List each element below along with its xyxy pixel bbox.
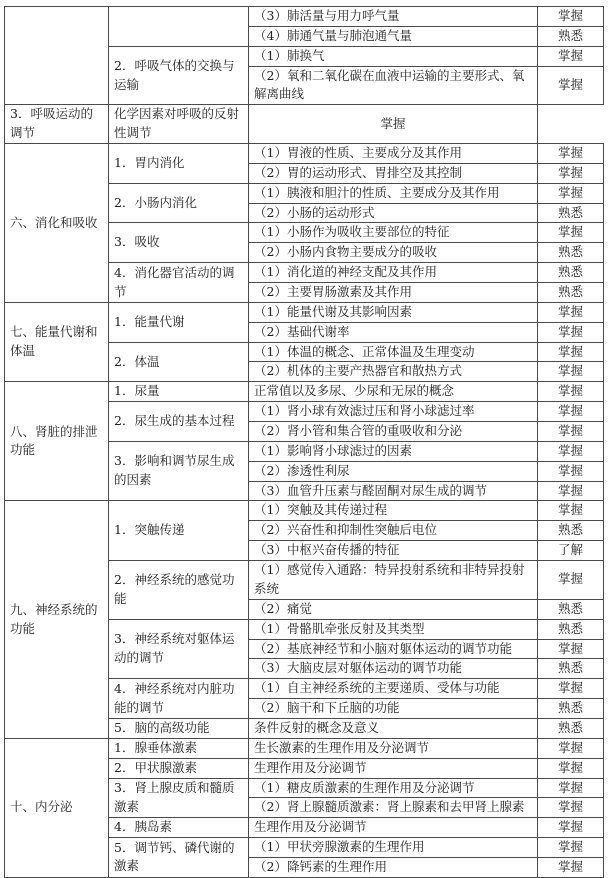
point-cell: （1）自主神经系统的主要递质、受体与功能 [249, 679, 538, 699]
level-cell: 掌握 [538, 163, 604, 183]
point-cell: 生长激素的生理作用及分泌调节 [249, 738, 538, 758]
unit-cell: 九、神经系统的功能 [5, 501, 109, 738]
level-cell: 掌握 [538, 481, 604, 501]
point-cell: （3）中枢兴奋传播的特征 [249, 541, 538, 561]
unit-cell: 七、能量代谢和体温 [5, 302, 109, 381]
point-cell: （1）肾小球有效滤过压和肾小球滤过率 [249, 402, 538, 422]
topic-cell: 4．胰岛素 [109, 818, 249, 838]
point-cell: 生理作用及分泌调节 [249, 758, 538, 778]
level-cell: 掌握 [538, 738, 604, 758]
point-cell: （2）胃的运动形式、胃排空及其控制 [249, 163, 538, 183]
point-cell: （2）基础代谢率 [249, 322, 538, 342]
level-cell: 掌握 [538, 818, 604, 838]
point-cell: （1）甲状旁腺激素的生理作用 [249, 838, 538, 858]
point-cell: （2）兴奋性和抑制性突触后电位 [249, 521, 538, 541]
topic-cell: 1．突触传递 [109, 501, 249, 561]
level-cell: 掌握 [538, 778, 604, 798]
level-cell: 了解 [538, 541, 604, 561]
point-cell: （2）降钙素的生理作用 [249, 857, 538, 877]
topic-cell: 1．胃内消化 [109, 144, 249, 184]
point-cell: （3）血管升压素与醛固酮对尿生成的调节 [249, 481, 538, 501]
table-row [5, 382, 604, 402]
level-cell: 掌握 [538, 66, 604, 105]
table-row [5, 144, 604, 164]
level-cell: 熟悉 [538, 659, 604, 679]
level-cell: 熟悉 [538, 283, 604, 303]
level-cell: 掌握 [538, 561, 604, 600]
point-cell: （4）肺通气量与肺泡通气量 [249, 26, 538, 46]
topic-cell: 1．尿量 [109, 382, 249, 402]
point-cell: （1）能量代谢及其影响因素 [249, 302, 538, 322]
unit-cell: 六、消化和吸收 [5, 144, 109, 303]
topic-cell: 2．尿生成的基本过程 [109, 402, 249, 442]
level-cell: 掌握 [538, 679, 604, 699]
point-cell: （3）肺活量与用力呼气量 [249, 7, 538, 27]
point-cell: （1）胃液的性质、主要成分及其作用 [249, 144, 538, 164]
level-cell: 掌握 [538, 46, 604, 66]
point-cell: （1）影响肾小球滤过的因素 [249, 441, 538, 461]
topic-cell: 3．神经系统对躯体运动的调节 [109, 619, 249, 679]
topic-cell: 3．肾上腺皮质和髓质激素 [109, 778, 249, 818]
point-cell: （2）主要胃肠激素及其作用 [249, 283, 538, 303]
level-cell: 掌握 [538, 302, 604, 322]
point-cell: 生理作用及分泌调节 [249, 818, 538, 838]
level-cell: 掌握 [538, 183, 604, 203]
level-cell: 掌握 [538, 144, 604, 164]
level-cell: 掌握 [538, 422, 604, 442]
point-cell: （2）机体的主要产热器官和散热方式 [249, 362, 538, 382]
level-cell: 熟悉 [538, 699, 604, 719]
table-row [5, 7, 604, 27]
topic-cell: 2．甲状腺激素 [109, 758, 249, 778]
table-row [5, 302, 604, 322]
topic-cell: 1．腺垂体激素 [109, 738, 249, 758]
topic-cell: 5．脑的高级功能 [109, 718, 249, 738]
point-cell: （2）脑干和下丘脑的功能 [249, 699, 538, 719]
topic-cell: 2．呼吸气体的交换与运输 [109, 46, 249, 105]
point-cell: （2）痛觉 [249, 599, 538, 619]
topic-cell: 3．吸收 [109, 223, 249, 263]
topic-cell: 2．神经系统的感觉功能 [109, 561, 249, 620]
point-cell: （2）基底神经节和小脑对躯体运动的调节功能 [249, 639, 538, 659]
level-cell: 熟悉 [538, 619, 604, 639]
topic-cell: 1．能量代谢 [109, 302, 249, 342]
topic-cell: 5．调节钙、磷代谢的激素 [109, 838, 249, 878]
level-cell: 掌握 [538, 501, 604, 521]
point-cell: （1）体温的概念、正常体温及生理变动 [249, 342, 538, 362]
syllabus-table [4, 6, 604, 878]
point-cell: 化学因素对呼吸的反射性调节 [109, 105, 249, 144]
level-cell: 掌握 [538, 342, 604, 362]
topic-cell: 3．影响和调节尿生成的因素 [109, 441, 249, 501]
level-cell: 掌握 [538, 362, 604, 382]
unit-cell: 十、内分泌 [5, 738, 109, 877]
level-cell: 熟悉 [538, 599, 604, 619]
unit-cell: 八、肾脏的排泄功能 [5, 382, 109, 501]
level-cell: 熟悉 [538, 718, 604, 738]
level-cell: 掌握 [538, 639, 604, 659]
level-cell: 掌握 [538, 402, 604, 422]
point-cell: 正常值以及多尿、少尿和无尿的概念 [249, 382, 538, 402]
point-cell: （2）小肠内食物主要成分的吸收 [249, 243, 538, 263]
level-cell: 掌握 [538, 441, 604, 461]
point-cell: （1）突触及其传递过程 [249, 501, 538, 521]
level-cell: 掌握 [538, 461, 604, 481]
topic-cell: 4．消化器官活动的调节 [109, 263, 249, 303]
table-row [5, 105, 604, 144]
table-row [5, 501, 604, 521]
topic-cell: 2．小肠内消化 [109, 183, 249, 223]
level-cell: 熟悉 [538, 203, 604, 223]
level-cell: 掌握 [538, 758, 604, 778]
point-cell: （1）消化道的神经支配及其作用 [249, 263, 538, 283]
level-cell: 掌握 [538, 382, 604, 402]
point-cell: （1）糖皮质激素的生理作用及分泌调节 [249, 778, 538, 798]
point-cell: （2）肾小管和集合管的重吸收和分泌 [249, 422, 538, 442]
level-cell: 熟悉 [538, 243, 604, 263]
point-cell: （3）大脑皮层对躯体运动的调节功能 [249, 659, 538, 679]
level-cell: 熟悉 [538, 26, 604, 46]
table-row [5, 738, 604, 758]
level-cell: 掌握 [538, 7, 604, 27]
point-cell: （1）肺换气 [249, 46, 538, 66]
topic-cell: 3．呼吸运动的调节 [5, 105, 109, 144]
level-cell: 掌握 [538, 322, 604, 342]
point-cell: （2）肾上腺髓质激素：肾上腺素和去甲肾上腺素 [249, 798, 538, 818]
point-cell: （1）感觉传入通路：特异投射系统和非特异投射系统 [249, 561, 538, 600]
point-cell: （1）骨骼肌牵张反射及其类型 [249, 619, 538, 639]
topic-cell [109, 7, 249, 47]
level-cell: 掌握 [538, 857, 604, 877]
level-cell: 掌握 [538, 223, 604, 243]
level-cell: 熟悉 [538, 521, 604, 541]
point-cell: （2）氧和二氧化碳在血液中运输的主要形式、氧解离曲线 [249, 66, 538, 105]
level-cell: 掌握 [538, 838, 604, 858]
level-cell: 掌握 [538, 798, 604, 818]
topic-cell: 2．体温 [109, 342, 249, 382]
topic-cell: 4．神经系统对内脏功能的调节 [109, 679, 249, 719]
point-cell: 条件反射的概念及意义 [249, 718, 538, 738]
point-cell: （1）小肠作为吸收主要部位的特征 [249, 223, 538, 243]
level-cell: 熟悉 [538, 263, 604, 283]
unit-cell [5, 7, 109, 105]
point-cell: （2）渗透性利尿 [249, 461, 538, 481]
point-cell: （1）胰液和胆汁的性质、主要成分及其作用 [249, 183, 538, 203]
level-cell: 掌握 [249, 105, 538, 144]
point-cell: （2）小肠的运动形式 [249, 203, 538, 223]
